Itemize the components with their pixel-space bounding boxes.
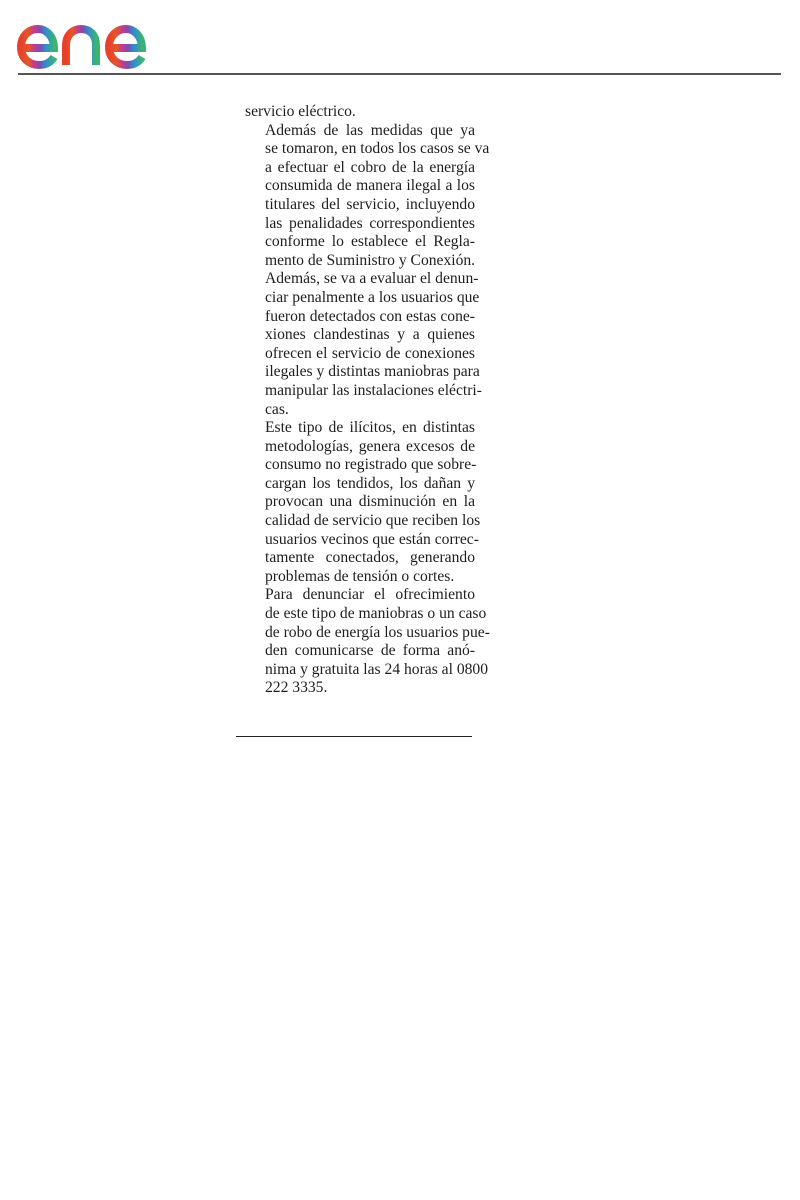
article-line: den comunicarse de forma anó-	[265, 642, 475, 660]
article-line: 222 3335.	[265, 679, 328, 697]
article-line: Este tipo de ilícitos, en distintas	[265, 419, 475, 437]
article-line: las penalidades correspondientes	[265, 214, 475, 232]
article-line: de este tipo de maniobras o un caso	[265, 605, 487, 623]
article-line: cargan los tendidos, los dañan y	[265, 474, 475, 492]
article-line: metodologías, genera excesos de	[265, 437, 475, 455]
article-line: consumida de manera ilegal a los	[265, 177, 475, 195]
header-divider	[18, 73, 781, 75]
article-line: Para denunciar el ofrecimiento	[265, 586, 475, 604]
article-line: usuarios vecinos que están correc-	[265, 530, 479, 548]
article-line: se tomaron, en todos los casos se va	[265, 140, 490, 158]
article-line: tamente conectados, generando	[265, 549, 475, 567]
article-line: ciar penalmente a los usuarios que	[265, 288, 480, 306]
article-line: ofrecen el servicio de conexiones	[265, 344, 475, 362]
article-line: consumo no registrado que sobre-	[265, 456, 477, 474]
article-line: servicio eléctrico.	[245, 103, 356, 120]
article-line: a efectuar el cobro de la energía	[265, 158, 475, 176]
article-line: xiones clandestinas y a quienes	[265, 326, 475, 344]
article-line: Además de las medidas que ya	[265, 121, 475, 139]
article-line: mento de Suministro y Conexión.	[265, 251, 476, 269]
article-paragraph	[245, 586, 490, 698]
article-line: cas.	[265, 400, 289, 418]
article-line: fueron detectados con estas cone-	[265, 307, 475, 325]
article-line: de robo de energía los usuarios pue-	[265, 623, 490, 641]
enel-logo	[16, 8, 180, 70]
article-line: Además, se va a evaluar el denun-	[265, 270, 479, 288]
article-end-divider	[236, 736, 472, 737]
article-column	[245, 103, 490, 698]
article-line: nima y gratuita las 24 horas al 0800	[265, 660, 489, 678]
article-line: problemas de tensión o cortes.	[265, 567, 455, 585]
article-line: titulares del servicio, incluyendo	[265, 195, 475, 213]
article-line: provocan una disminución en la	[265, 493, 475, 511]
article-line: manipular las instalaciones eléctri-	[265, 381, 482, 399]
article-paragraph	[245, 103, 475, 122]
article-line: calidad de servicio que reciben los	[265, 512, 481, 530]
page-header	[0, 0, 800, 76]
article-paragraph	[245, 419, 481, 586]
article-paragraph	[245, 121, 490, 420]
article-line: conforme lo establece el Regla-	[265, 233, 475, 251]
article-line: ilegales y distintas maniobras para	[265, 363, 480, 381]
